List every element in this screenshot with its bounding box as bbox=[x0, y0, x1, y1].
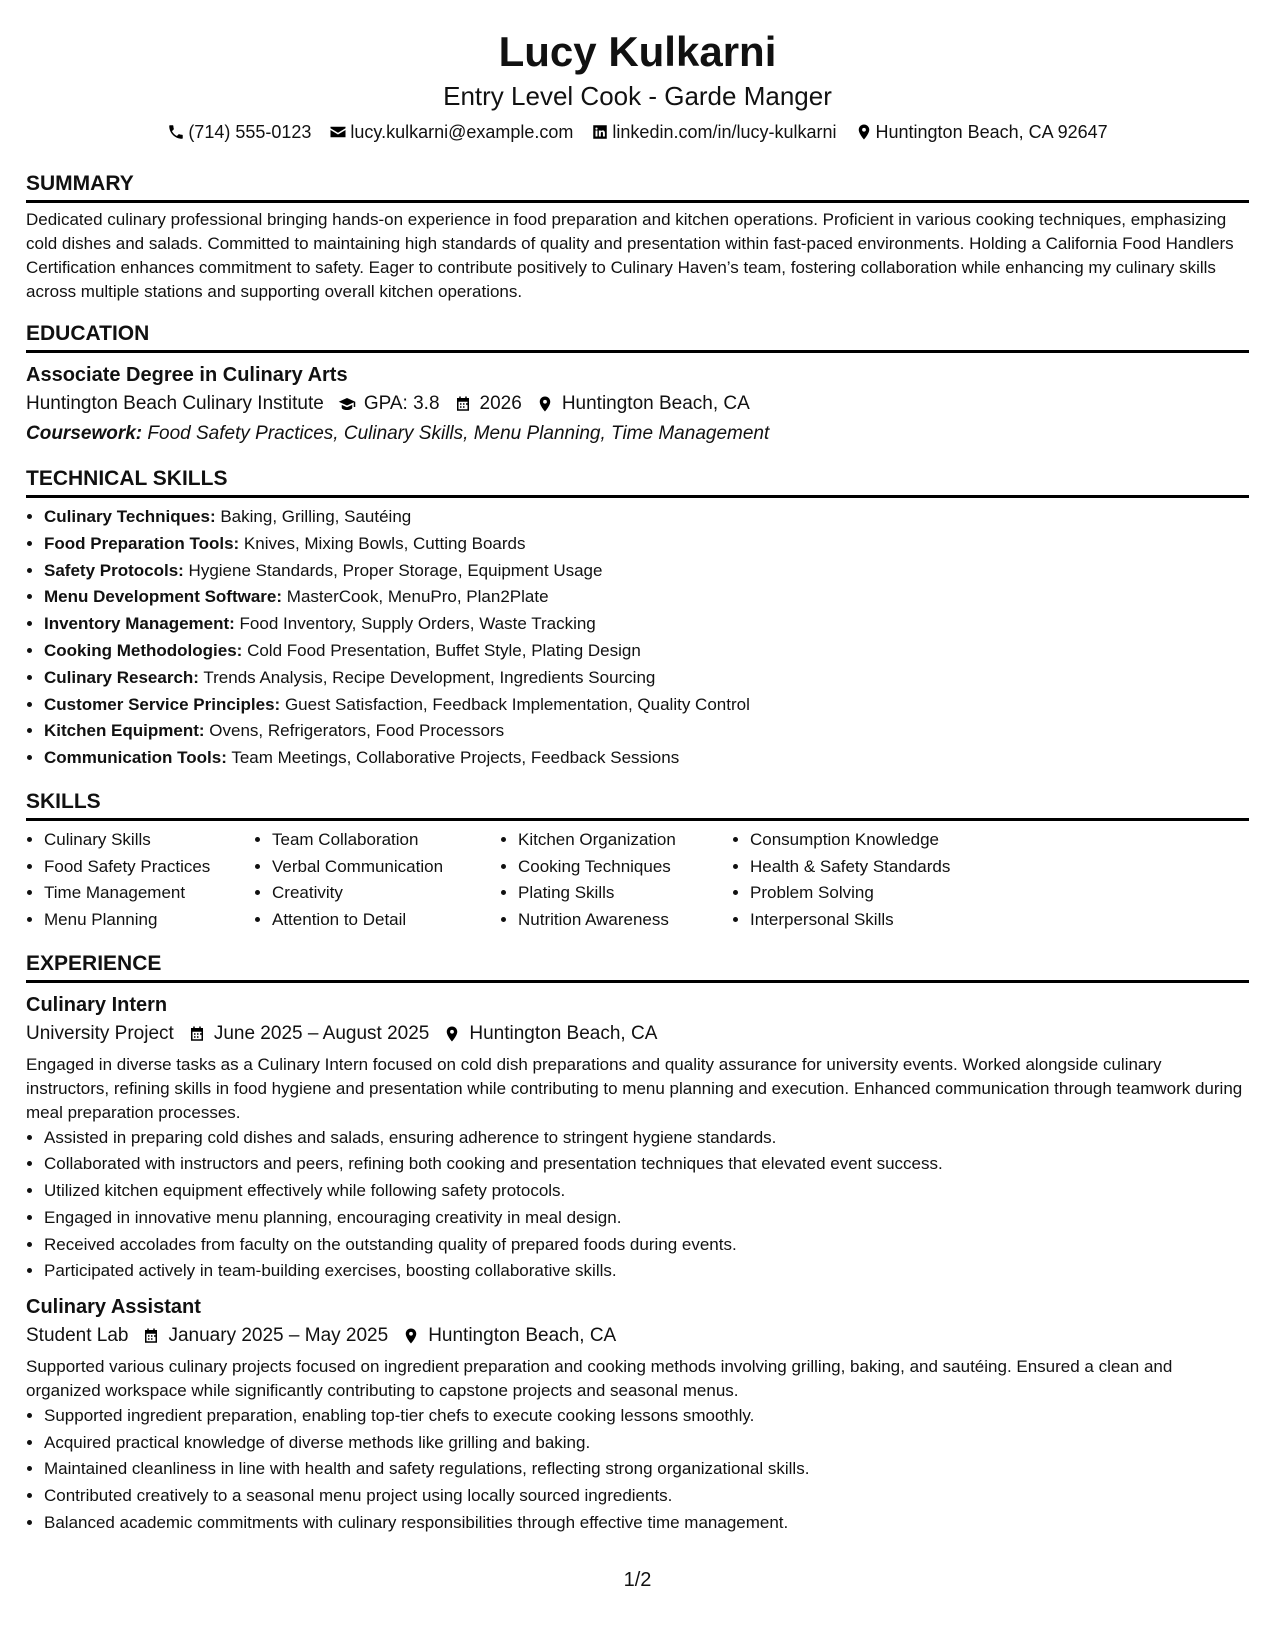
list-item: • Collaborated with instructors and peers, refining both cooking and presentation techniques that elevated event success. bbox=[44, 1151, 1249, 1178]
list-item: • Menu Planning bbox=[44, 907, 254, 934]
job-description: Supported various culinary projects focused on ingredient preparation and cooking methods involving grilling, baking, and sautéing. Ensured a clean and organized workspace while significantly contributing to capstone projects and seasonal menus. bbox=[26, 1357, 1173, 1400]
education-heading: EDUCATION bbox=[26, 321, 1249, 353]
school-location: Huntington Beach, CA bbox=[561, 393, 750, 414]
skills-column bbox=[732, 827, 1050, 934]
contact-location bbox=[855, 120, 1108, 144]
skills-section bbox=[26, 789, 1249, 934]
contact-phone bbox=[167, 120, 311, 144]
skill-label: Safety Protocols: bbox=[44, 560, 184, 580]
job-dates: January 2025 – May 2025 bbox=[168, 1325, 389, 1346]
calendar-icon bbox=[188, 1025, 206, 1043]
job-meta bbox=[26, 1019, 1249, 1049]
list-item bbox=[44, 504, 1249, 531]
job-org: University Project bbox=[26, 1022, 174, 1044]
contact-linkedin[interactable] bbox=[591, 120, 836, 144]
skills-grid bbox=[26, 827, 1249, 934]
job-title: Culinary Assistant bbox=[26, 1296, 201, 1318]
technical-skills-heading: TECHNICAL SKILLS bbox=[26, 466, 1249, 498]
candidate-name: Lucy Kulkarni bbox=[498, 28, 777, 75]
skill-value: Ovens, Refrigerators, Food Processors bbox=[209, 721, 505, 741]
skill-value: Trends Analysis, Recipe Development, Ingredients Sourcing bbox=[203, 667, 656, 687]
list-item bbox=[44, 718, 1249, 745]
list-item: • Creativity bbox=[272, 880, 500, 907]
list-item: • Contributed creatively to a seasonal menu project using locally sourced ingredients. bbox=[44, 1483, 1249, 1510]
skills-column bbox=[26, 827, 254, 934]
skill-label: Culinary Research: bbox=[44, 667, 199, 687]
coursework-list: Food Safety Practices, Culinary Skills, Menu Planning, Time Management bbox=[147, 423, 770, 444]
summary-section bbox=[26, 171, 1249, 304]
experience-section bbox=[26, 951, 1249, 1537]
linkedin-icon bbox=[591, 123, 609, 141]
education-meta bbox=[26, 389, 1249, 419]
skills-column bbox=[254, 827, 500, 934]
phone-text: (714) 555-0123 bbox=[188, 122, 312, 142]
map-pin-icon bbox=[855, 123, 873, 141]
skill-value: Baking, Grilling, Sautéing bbox=[220, 507, 412, 526]
list-item: • Maintained cleanliness in line with health and safety regulations, reflecting strong organizational skills. bbox=[44, 1456, 1249, 1483]
map-pin-icon bbox=[402, 1327, 420, 1345]
location-text: Huntington Beach, CA 92647 bbox=[875, 122, 1108, 142]
email-text[interactable]: lucy.kulkarni@example.com bbox=[350, 122, 574, 142]
linkedin-text[interactable]: linkedin.com/in/lucy-kulkarni bbox=[612, 122, 837, 142]
list-item: • Food Safety Practices bbox=[44, 854, 254, 881]
list-item: • Utilized kitchen equipment effectively while following safety protocols. bbox=[44, 1178, 1249, 1205]
contact-bar bbox=[26, 120, 1249, 144]
job-org: Student Lab bbox=[26, 1325, 129, 1346]
gpa-text: GPA: 3.8 bbox=[363, 393, 440, 414]
list-item bbox=[44, 665, 1249, 692]
skill-value: Cold Food Presentation, Buffet Style, Plating Design bbox=[247, 640, 641, 660]
coursework-line bbox=[26, 419, 1249, 449]
summary-heading: SUMMARY bbox=[26, 171, 1249, 203]
list-item: • Interpersonal Skills bbox=[750, 907, 1050, 934]
job-location: Huntington Beach, CA bbox=[428, 1325, 617, 1346]
list-item: • Acquired practical knowledge of diverse methods like grilling and baking. bbox=[44, 1430, 1249, 1457]
skill-label: Communication Tools: bbox=[44, 748, 227, 768]
list-item bbox=[44, 745, 1249, 772]
job-description: Engaged in diverse tasks as a Culinary Intern focused on cold dish preparations and quality assurance for university events. Worked alongside culinary instructors, refining skills in food hygiene and presentation while contributing to menu planning and execution. Enhanced communication through teamwork during meal preparation processes. bbox=[26, 1054, 1243, 1122]
list-item: • Culinary Skills bbox=[44, 827, 254, 854]
page-number: 1/2 bbox=[623, 1569, 652, 1591]
degree-title: Associate Degree in Culinary Arts bbox=[26, 364, 348, 386]
technical-skills-section bbox=[26, 466, 1249, 772]
skill-value: Guest Satisfaction, Feedback Implementation, Quality Control bbox=[284, 694, 750, 714]
experience-entry bbox=[26, 991, 1249, 1285]
list-item bbox=[44, 611, 1249, 638]
graduation-year: 2026 bbox=[479, 393, 522, 414]
skill-label: Inventory Management: bbox=[44, 614, 235, 634]
job-title: Culinary Intern bbox=[26, 993, 168, 1016]
graduation-cap-icon bbox=[338, 395, 356, 413]
list-item: • Problem Solving bbox=[750, 880, 1050, 907]
skill-label: Customer Service Principles: bbox=[44, 694, 281, 714]
list-item bbox=[44, 692, 1249, 719]
list-item: • Assisted in preparing cold dishes and salads, ensuring adherence to stringent hygiene standards. bbox=[44, 1125, 1249, 1152]
list-item: • Time Management bbox=[44, 880, 254, 907]
summary-text: Dedicated culinary professional bringing hands-on experience in food preparation and kitchen operations. Proficient in various cooking techniques, emphasizing cold dishes and salads. Committed to maintaining high standards of quality and presentation within fast-paced environments. Holding a California Food Handlers Certification enhances commitment to safety. Eager to contribute positively to Culinary Haven’s team, fostering collaboration while enhancing my culinary skills across multiple stations and supporting overall kitchen operations. bbox=[26, 210, 1234, 301]
education-section bbox=[26, 321, 1249, 449]
school-name: Huntington Beach Culinary Institute bbox=[26, 393, 324, 414]
resume-header bbox=[26, 26, 1249, 144]
list-item: • Health & Safety Standards bbox=[750, 854, 1050, 881]
envelope-icon bbox=[329, 123, 347, 141]
calendar-icon bbox=[454, 395, 472, 413]
job-meta bbox=[26, 1321, 1249, 1351]
coursework-label: Coursework: bbox=[26, 423, 143, 444]
map-pin-icon bbox=[536, 395, 554, 413]
list-item: • Cooking Techniques bbox=[518, 854, 732, 881]
skill-label: Cooking Methodologies: bbox=[44, 640, 243, 660]
list-item: • Plating Skills bbox=[518, 880, 732, 907]
skill-label: Culinary Techniques: bbox=[44, 507, 216, 526]
list-item: • Balanced academic commitments with culinary responsibilities through effective time management. bbox=[44, 1510, 1249, 1537]
list-item: • Participated actively in team-building exercises, boosting collaborative skills. bbox=[44, 1258, 1249, 1285]
skills-heading: SKILLS bbox=[26, 789, 1249, 821]
skill-label: Food Preparation Tools: bbox=[44, 533, 240, 553]
experience-heading: EXPERIENCE bbox=[26, 951, 1249, 983]
job-bullets bbox=[26, 1403, 1249, 1537]
skill-value: Hygiene Standards, Proper Storage, Equipment Usage bbox=[188, 560, 603, 580]
list-item: • Attention to Detail bbox=[272, 907, 500, 934]
list-item: • Team Collaboration bbox=[272, 827, 500, 854]
list-item: • Nutrition Awareness bbox=[518, 907, 732, 934]
list-item bbox=[44, 558, 1249, 585]
list-item: • Verbal Communication bbox=[272, 854, 500, 881]
skill-value: Knives, Mixing Bowls, Cutting Boards bbox=[243, 533, 526, 553]
list-item: • Engaged in innovative menu planning, encouraging creativity in meal design. bbox=[44, 1205, 1249, 1232]
skill-label: Kitchen Equipment: bbox=[44, 721, 205, 741]
job-dates: June 2025 – August 2025 bbox=[213, 1022, 430, 1044]
experience-entry bbox=[26, 1293, 1249, 1537]
skill-label: Menu Development Software: bbox=[44, 587, 283, 607]
contact-email[interactable] bbox=[329, 120, 573, 144]
job-bullets bbox=[26, 1125, 1249, 1285]
candidate-headline: Entry Level Cook - Garde Manger bbox=[443, 81, 832, 111]
job-location: Huntington Beach, CA bbox=[469, 1022, 658, 1044]
list-item: • Kitchen Organization bbox=[518, 827, 732, 854]
skill-value: Team Meetings, Collaborative Projects, Feedback Sessions bbox=[231, 748, 680, 768]
skill-value: Food Inventory, Supply Orders, Waste Tracking bbox=[239, 614, 596, 634]
technical-skills-list bbox=[26, 504, 1249, 772]
map-pin-icon bbox=[443, 1025, 461, 1043]
list-item bbox=[44, 531, 1249, 558]
list-item: • Received accolades from faculty on the outstanding quality of prepared foods during events. bbox=[44, 1232, 1249, 1259]
calendar-icon bbox=[142, 1327, 160, 1345]
skills-column bbox=[500, 827, 732, 934]
list-item: • Consumption Knowledge bbox=[750, 827, 1050, 854]
list-item bbox=[44, 584, 1249, 611]
list-item: • Supported ingredient preparation, enabling top-tier chefs to execute cooking lessons smoothly. bbox=[44, 1403, 1249, 1430]
list-item bbox=[44, 638, 1249, 665]
skill-value: MasterCook, MenuPro, Plan2Plate bbox=[286, 587, 549, 607]
phone-icon bbox=[167, 123, 185, 141]
